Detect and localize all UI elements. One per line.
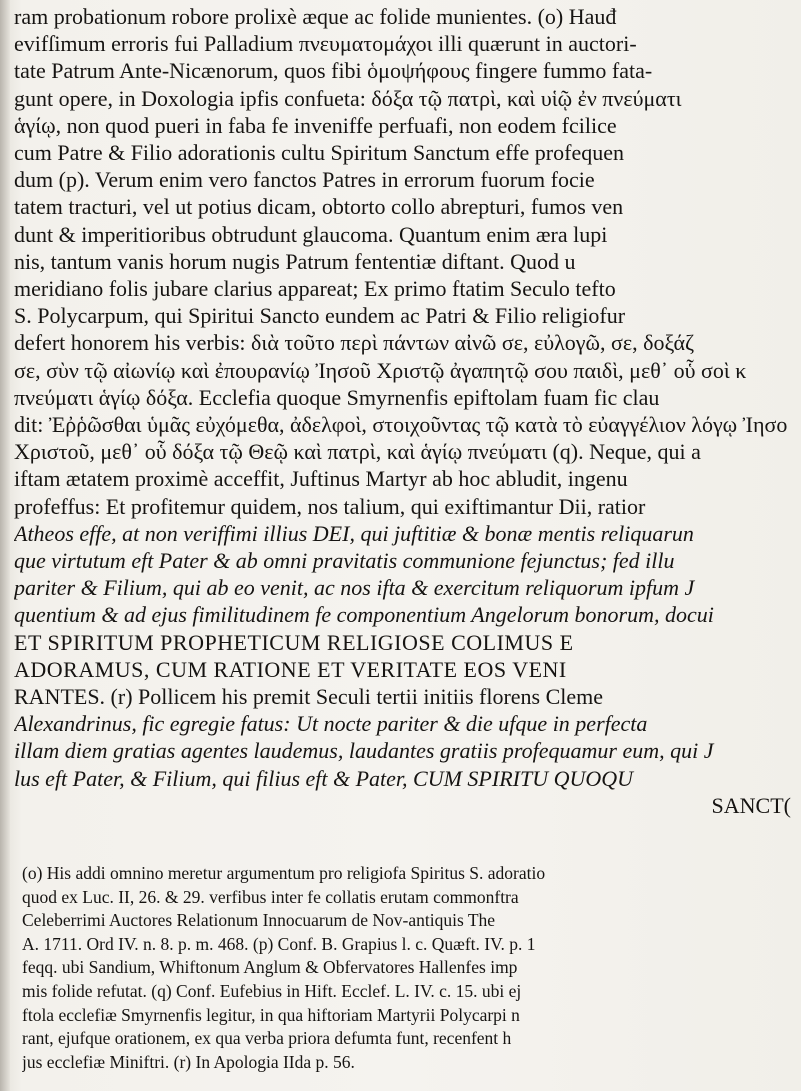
footnote-line: Celeberrimi Auctores Relationum Innocuarum de Nov-antiquis The xyxy=(22,910,496,931)
footnote-line: quod ex Luc. II, 26. & 29. verfibus inter fe collatis erutam commonftra xyxy=(22,886,519,907)
body-line: cum Patre & Filio adorationis cultu Spiritum Sanctum effe profequen xyxy=(14,140,624,165)
body-line: σε, σὺν τῷ αἰωνίῳ καὶ ἐπουρανίῳ Ἰησοῦ Χριστῷ ἀγαπητῷ σου παιδὶ, μεθ᾽ οὗ σοὶ κ xyxy=(14,357,747,383)
footnote-line: ftola ecclefiæ Smyrnenfis legitur, in qua hiftoriam Martyrii Polycarpi n xyxy=(22,1004,520,1025)
body-line: Χριστοῦ, μεθ᾽ οὗ δόξα τῷ Θεῷ καὶ πατρὶ, καὶ ἁγίῳ πνεύματι (q). Neque, qui a xyxy=(14,439,701,465)
footnote-line: rant, ejufque orationem, ex qua verba priora defumta funt, recenfent h xyxy=(22,1028,512,1049)
footnote-line: A. 1711. Ord IV. n. 8. p. m. 468. (p) Conf. B. Grapius l. c. Quæft. IV. p. 1 xyxy=(22,933,536,954)
body-line: quentium & ad ejus fimilitudinem fe componentium Angelorum bonorum, docui xyxy=(14,602,714,628)
body-line: tatem tracturi, vel ut potius dicam, obtorto collo abrepturi, fumos ven xyxy=(14,194,624,220)
body-line: RANTES. (r) Pollicem his premit Seculi tertii initiis florens Cleme xyxy=(14,684,604,709)
footnote-line: (o) His addi omnino meretur argumentum pro religiofa Spiritus S. adoratio xyxy=(22,863,546,883)
body-line: iftam ætatem proximè acceffit, Juftinus Martyr ab hoc abludit, ingenu xyxy=(14,466,628,492)
body-line: ADORAMUS, CUM RATIONE ET VERITATE EOS VENI xyxy=(14,656,567,682)
body-line: Alexandrinus, fic egregie fatus: Ut nocte pariter & die ufque in perfecta xyxy=(14,711,648,737)
body-line: lus eft Pater, & Filium, qui filius eft & Pater, CUM SPIRITU QUOQU xyxy=(14,765,634,791)
body-line: defert honorem his verbis: διὰ τοῦτο περὶ πάντων αἰνῶ σε, εὐλογῶ, σε, δοξάζ xyxy=(14,330,695,356)
body-line: profeffus: Et profitemur quidem, nos talium, qui exiftimantur Dii, ratior xyxy=(14,493,646,519)
body-line: dunt & imperitioribus obtrudunt glaucoma. Quantum enim æra lupi xyxy=(14,221,608,247)
body-line: Atheos effe, at non veriffimi illius DEI, qui juftitiæ & bonæ mentis reliquarun xyxy=(14,520,694,546)
footnote-line: feqq. ubi Sandium, Whiftonum Anglum & Obfervatores Hallenfes imp xyxy=(22,957,518,978)
body-line: ET SPIRITUM PROPHETICUM RELIGIOSE COLIMUS E xyxy=(14,629,574,655)
body-line: ἁγίῳ, non quod pueri in faba fe inveniffe perfuafi, non eodem fcilice xyxy=(14,112,617,138)
body-line: evifſimum erroris fui Palladium πνευματομάχοι illi quærunt in auctori- xyxy=(14,31,637,57)
body-line: que virtutum eft Pater & ab omni pravitatis communione fejunctus; fed illu xyxy=(14,548,675,573)
body-line: tate Patrum Ante-Nicænorum, quos fibi ὁμοψήφους fingere fummo fata- xyxy=(14,58,653,84)
footnote-line: mis folide refutat. (q) Conf. Eufebius in Hift. Ecclef. L. IV. c. 15. ubi ej xyxy=(22,981,522,1001)
binding-gutter xyxy=(0,0,10,1091)
body-line: dit: Ἐῤῥῶσθαι ὑμᾶς εὐχόμεθα, ἀδελφοὶ, στοιχοῦντας τῷ κατὰ τὸ εὐαγγέλιον λόγῳ Ἰησο xyxy=(14,412,788,437)
body-line: πνεύματι ἁγίῳ δόξα. Ecclefia quoque Smyrnenfis epiftolam fuam fic clau xyxy=(14,384,660,410)
body-line: meridiano folis jubare clarius appareat; Ex primo ftatim Seculo tefto xyxy=(14,276,616,301)
body-line: S. Polycarpum, qui Spiritui Sancto eundem ac Patri & Filio religiofur xyxy=(14,303,626,329)
body-line: dum (p). Verum enim vero fanctos Patres in errorum fuorum focie xyxy=(14,167,595,193)
footnote-line: jus ecclefiæ Miniftri. (r) In Apologia IIda p. 56. xyxy=(22,1051,355,1072)
body-line: SANCT( xyxy=(711,792,791,818)
body-line: nis, tantum vanis horum nugis Patrum fententiæ diftant. Quod u xyxy=(14,248,576,274)
body-line: pariter & Filium, qui ab eo venit, ac nos ifta & exercitum reliquorum ipfum J xyxy=(14,575,695,601)
body-line: ram probationum robore prolixè æque ac folide munientes. (o) Hauđ xyxy=(14,4,617,29)
body-line: gunt opere, in Doxologia ipfis confueta: δόξα τῷ πατρὶ, καὶ υἱῷ ἐν πνεύματι xyxy=(14,85,682,111)
body-line: illam diem gratias agentes laudemus, laudantes gratiis profequamur eum, qui J xyxy=(14,738,714,764)
